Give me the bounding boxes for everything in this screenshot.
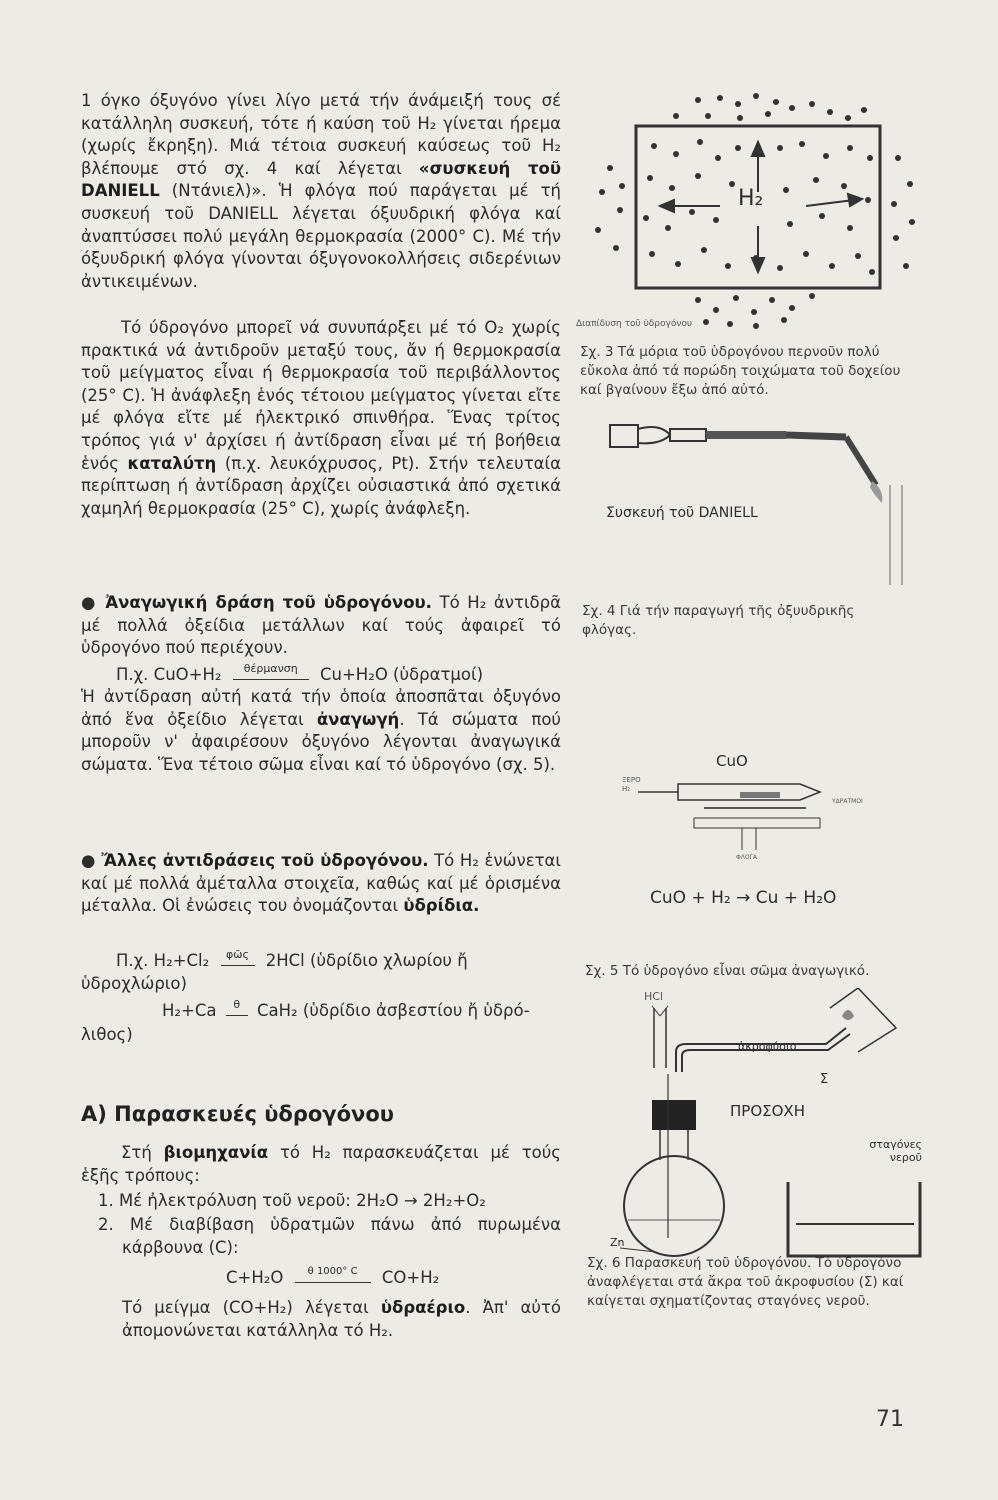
section-a-intro [81, 1142, 561, 1187]
figure-6-caption-text: Σχ. 6 Παρασκευή τοῦ ὑδρογόνου. Τό ὑδρογόνο ἀναφλέγεται στά ἄκρα τοῦ ἀκροφυσίου (Σ) καί καίγεται σχηματίζοντας σταγόνες νεροῦ. [587, 1255, 904, 1309]
nozzle-label: ἀκροφύσιο [738, 1040, 797, 1053]
reduction-eq-right: Cu+H₂O (ὑδρατμοί) [320, 665, 484, 684]
h2-label: H₂ [738, 186, 764, 211]
hydrogen-molecules [595, 93, 915, 329]
method-2 [98, 1214, 561, 1259]
water-gas-paragraph [122, 1297, 561, 1342]
cah2-equation-cont: λιθος) [81, 1025, 133, 1044]
figure-5-caption [585, 962, 925, 981]
other-heading: Ἄλλες ἀντιδράσεις τοῦ ὑδρογόνου. [101, 851, 429, 870]
method-2-text: 2. Μέ διαβίβαση ὑδρατμῶν πάνω ἀπό πυρωμένα κάρβουνα (C): [98, 1215, 561, 1257]
figure-4-caption [582, 602, 912, 640]
reduction-arrow [233, 662, 309, 680]
water-drops-label: σταγόνες νεροῦ [869, 1138, 922, 1164]
hcl-equation [116, 950, 468, 972]
water-gas-text-2: . Ἀπ' αὐτό ἀπομονώνεται κατάλληλα τό H₂. [122, 1298, 561, 1340]
warning-label: ΠΡΟΣΟΧΗ [730, 1102, 805, 1120]
reduction-def-text-2: . Τά σώματα πού μποροῦν ν' ἀφαιρέσουν ὀξυγόνο λέγονται ἀναγωγικά σώματα. Ἕνα τέτοιο σῶμα εἶναι καί τό ὑδρογόνο (σχ. 5). [81, 709, 561, 774]
figure-3-caption [580, 343, 910, 400]
catalyst-text-2: (π.χ. λευκόχρυσος, Pt). Στήν τελευταία περίπτωση ή ἀντίδραση ἀρχίζει οὐσιαστικά ἀπό σχετικά χαμηλή θερμοκρασία (25° C), χωρίς ἀνάφλεξη. [81, 453, 561, 518]
reduction-term: ἀναγωγή [316, 709, 400, 729]
cuo-label: CuO [716, 752, 748, 770]
cah2-eq-left: H₂+Ca [162, 1001, 217, 1020]
reducing-section [81, 592, 561, 660]
figure-5-caption-text: Σχ. 5 Τό ὑδρογόνο εἶναι σῶμα ἀναγωγικό. [585, 963, 870, 979]
method-1 [98, 1190, 561, 1213]
figure-4 [600, 415, 920, 595]
cah2-condition: θ [233, 998, 241, 1011]
hcl-eq-left: Π.χ. H₂+Cl₂ [116, 951, 210, 970]
water-gas-condition: θ 1000° C [307, 1266, 358, 1277]
inlet-label-2: H₂ [622, 785, 631, 793]
reduction-definition [81, 686, 561, 776]
hcl-condition: φῶς [226, 948, 249, 961]
catalyst-term: καταλύτη [127, 453, 217, 473]
hydrogen-diffusion-diagram [580, 88, 920, 338]
flame-label: ΦΛΟΓΑ [736, 854, 757, 861]
inlet-label-1: ΞΕΡΟ [622, 776, 641, 784]
reduction-condition: θέρμανση [243, 662, 298, 675]
catalyst-text: Τό ύδρογόνο μπορεῖ νά συνυπάρξει μέ τό O₂ χωρίς πρακτικά νά ἀντιδροῦν μεταξύ τους, ἄν ή θερμοκρασία τοῦ μείγματος εἶναι ή θερμοκρασία τοῦ περιβάλλοντος (25° C). Ἡ ἀνάφλεξη ἑνός τέτοιου μείγματος γίνεται εἴτε μέ φλόγα εἴτε μέ ἠλεκτρικό σπινθήρα. Ἕνας τρίτος τρόπος γιά ν' ἀρχίσει ή ἀντίδραση εἶναι μέ τή βοήθεια ἑνός [81, 318, 561, 473]
figure-6-caption [587, 1254, 927, 1311]
cah2-eq-right: CaH₂ (ὑδρίδιο ἀσβεστίου ἤ ὑδρό- [256, 1001, 530, 1020]
water-gas-eq-right: CO+H₂ [381, 1268, 440, 1287]
water-gas-term: ὑδραέριο [380, 1298, 466, 1317]
daniell-device-term: «συσκευή τοῦ DANIELL [81, 158, 561, 201]
catalyst-paragraph [81, 317, 561, 520]
reduction-apparatus-diagram [620, 772, 900, 872]
hydrides-term: ὑδρίδια. [403, 896, 480, 916]
reduction-def-text: Ἡ ἀντίδραση αὐτή κατά τήν ὁποία ἀποσπᾶται ὀξυγόνο ἀπό ἕνα ὀξείδιο λέγεται [81, 687, 561, 729]
reducing-heading: Ἀναγωγική δράση τοῦ ὑδρογόνου. [105, 593, 432, 612]
method-1-text: 1. Μέ ἠλεκτρόλυση τοῦ νεροῦ: 2H₂O → 2H₂+O₂ [98, 1191, 486, 1210]
bullet-icon: ● [81, 593, 98, 612]
section-a-heading-wrap [81, 1102, 561, 1126]
steam-label: ΥΔΡΑΤΜΟΙ [832, 798, 863, 805]
sigma-label: Σ [820, 1072, 829, 1087]
hcl-eq-right: 2HCl (ὑδρίδιο χλωρίου ἤ [265, 951, 468, 970]
figure-5-equation: CuO + H₂ → Cu + H₂O [650, 888, 837, 908]
intro-text: 1 όγκο όξυγόνο γίνει λίγο μετά τήν άνάμειξή τους σέ κατάλληλη συσκευή, τότε ή καύση τοῦ H₂ γίνεται ήρεμα (χωρίς ἔκρηξη). Μιά τέτοια συσκευή καύσεως τοῦ H₂ βλέπουμε στό σχ. 4 καί λέγεται [81, 91, 561, 178]
page-number: 71 [876, 1407, 904, 1432]
hcl-arrow [221, 948, 255, 966]
section-a-intro-text-2: τό H₂ παρασκευάζεται μέ τούς ἑξῆς τρόπους: [81, 1143, 561, 1185]
cah2-equation [162, 1000, 530, 1022]
figure-5 [620, 752, 900, 872]
water-gas-equation [226, 1267, 439, 1289]
reducing-text: Τό H₂ ἀντιδρᾶ μέ πολλά ὀξείδια μετάλλων καί τούς ἀφαιρεῖ τό ὑδρογόνο πού περιέχουν. [81, 593, 561, 658]
figure-3-caption-text: Σχ. 3 Τά μόρια τοῦ ὑδρογόνου περνοῦν πολύ εὔκολα ἀπό τά πορώδη τοιχώματα τοῦ δοχείου καί βγαίνουν ἔξω ἀπό αὐτό. [580, 344, 901, 398]
intro-paragraph [81, 90, 561, 293]
reduction-equation [116, 664, 483, 686]
water-gas-eq-left: C+H₂O [226, 1268, 284, 1287]
intro-text-2: (Ντάνιελ)». Ἡ φλόγα πού παράγεται μέ τή συσκευή τοῦ DANIELL λέγεται όξυυδρική φλόγα καί ἀναπτύσσει πολύ μεγάλη θερμοκρασία (2000° C). Μέ τήν όξυυδρική φλόγα γίνονται όξυγονοκολλήσεις σιδερένιων ἀντικειμένων. [81, 181, 561, 291]
diffusion-label: Διαπίδυση τοῦ ὑδρογόνου [576, 319, 693, 329]
reduction-eq-left: Π.χ. CuO+H₂ [116, 665, 222, 684]
cah2-arrow [226, 998, 248, 1016]
figure-3 [576, 88, 920, 348]
water-gas-arrow [295, 1266, 371, 1283]
industry-term: βιομηχανία [163, 1143, 269, 1162]
bullet-icon: ● [81, 851, 96, 870]
section-a-intro-text: Στή [121, 1143, 164, 1162]
daniell-label: Συσκευή τοῦ DANIELL [606, 505, 758, 521]
other-text: Τό H₂ ἑνώνεται καί μέ πολλά ἀμέταλλα στοιχεῖα, καθώς καί μέ ὁρισμένα μέταλλα. Οἱ ἐνώσεις του ὀνομάζονται [81, 851, 562, 916]
section-a-heading: Α) Παρασκευές ὑδρογόνου [81, 1102, 394, 1126]
figure-4-caption-text: Σχ. 4 Γιά τήν παραγωγή τῆς ὀξυυδρικῆς φλόγας. [582, 603, 855, 638]
water-gas-text: Τό μείγμα (CO+H₂) λέγεται [122, 1298, 381, 1317]
zinc-label: Zn [610, 1236, 625, 1249]
other-reactions-section [81, 850, 561, 918]
hcl-label: HCl [644, 990, 664, 1003]
hcl-equation-cont: ὑδροχλώριο) [81, 974, 187, 993]
